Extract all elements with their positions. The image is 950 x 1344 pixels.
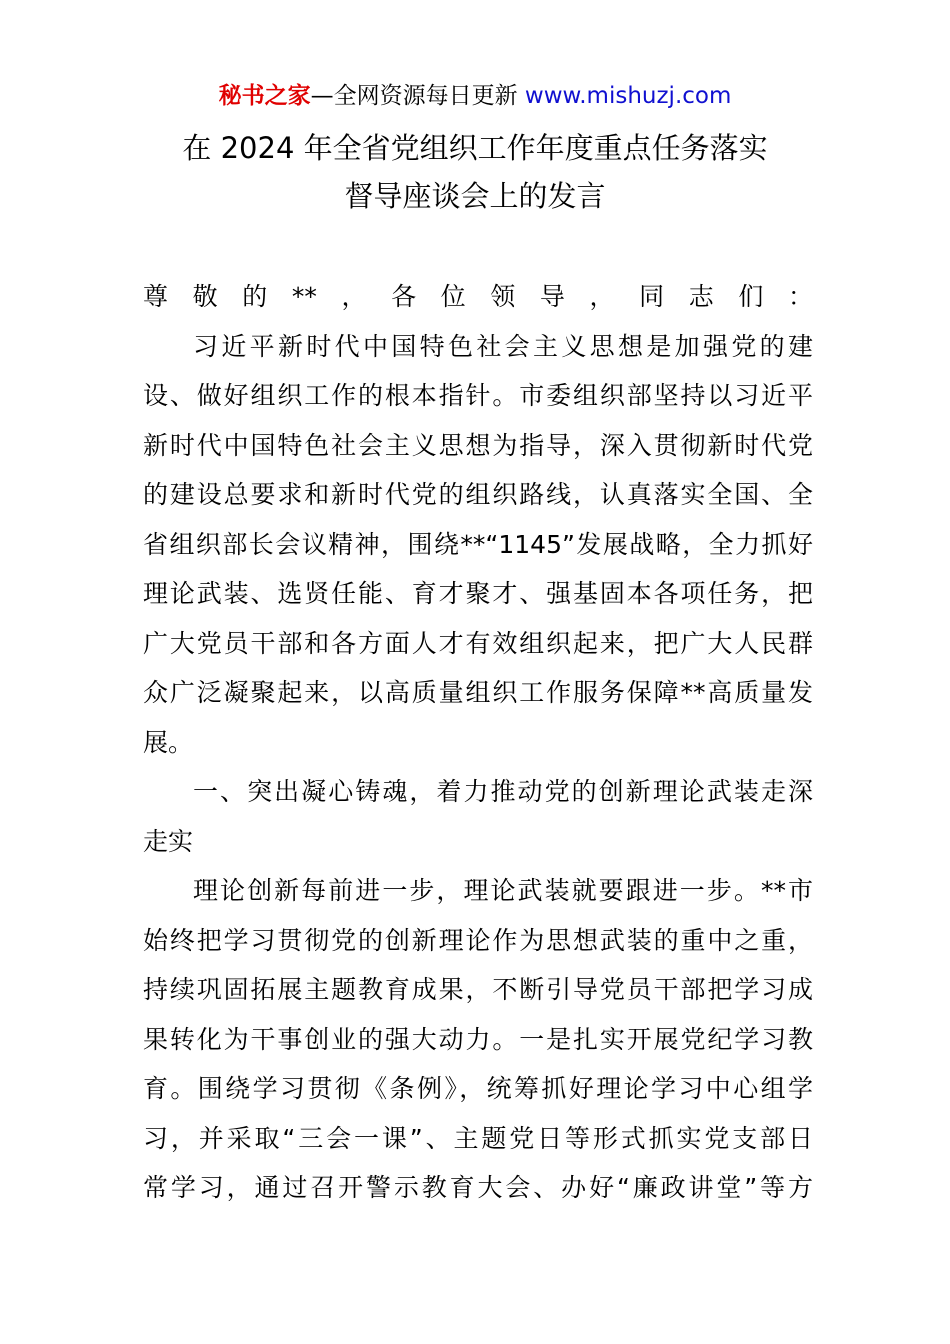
- body-line: 习，并采取“三会一课”、主题党日等形式抓实党支部日: [143, 1123, 813, 1153]
- site-brand: 秘书之家: [218, 83, 311, 109]
- section-heading: 一、突出凝心铸魂，着力推动党的创新理论武装走深: [193, 777, 813, 806]
- section-heading: 走实: [143, 826, 194, 856]
- site-url-link[interactable]: www.mishuzj.com: [524, 83, 732, 109]
- body-line: 展。: [143, 727, 194, 757]
- document-title-line-2: 督导座谈会上的发言: [344, 179, 606, 213]
- site-tagline: —全网资源每日更新: [310, 83, 518, 109]
- body-line: 理论武装、选贤任能、育才聚才、强基固本各项任务，把: [143, 579, 813, 608]
- body-line: 设、做好组织工作的根本指针。市委组织部坚持以习近平: [143, 381, 813, 410]
- body-line: 始终把学习贯彻党的创新理论作为思想武装的重中之重，: [143, 925, 813, 955]
- document-body: [143, 272, 813, 1213]
- body-line: 省组织部长会议精神，围绕**“1145”发展战略，全力抓好: [143, 529, 813, 559]
- body-line: 常学习，通过召开警示教育大会、办好“廉政讲堂”等方: [143, 1173, 813, 1202]
- body-line: 果转化为干事创业的强大动力。一是扎实开展党纪学习教: [143, 1024, 813, 1054]
- body-line: 习近平新时代中国特色社会主义思想是加强党的建: [193, 331, 813, 361]
- body-line: 持续巩固拓展主题教育成果，不断引导党员干部把学习成: [143, 975, 813, 1004]
- body-line: 新时代中国特色社会主义思想为指导，深入贯彻新时代党: [143, 430, 813, 460]
- document-title-line-1: 在 2024 年全省党组织工作年度重点任务落实: [182, 131, 768, 165]
- body-line: 众广泛凝聚起来，以高质量组织工作服务保障**高质量发: [143, 678, 813, 707]
- body-line: 理论创新每前进一步，理论武装就要跟进一步。**市: [193, 876, 813, 905]
- body-line: 育。围绕学习贯彻《条例》，统筹抓好理论学习中心组学: [143, 1074, 813, 1103]
- body-line: 广大党员干部和各方面人才有效组织起来，把广大人民群: [143, 628, 813, 658]
- site-header: [0, 80, 950, 112]
- salutation: 尊敬的**，各位领导，同志们：: [143, 282, 813, 311]
- body-line: 的建设总要求和新时代党的组织路线，认真落实全国、全: [143, 480, 813, 509]
